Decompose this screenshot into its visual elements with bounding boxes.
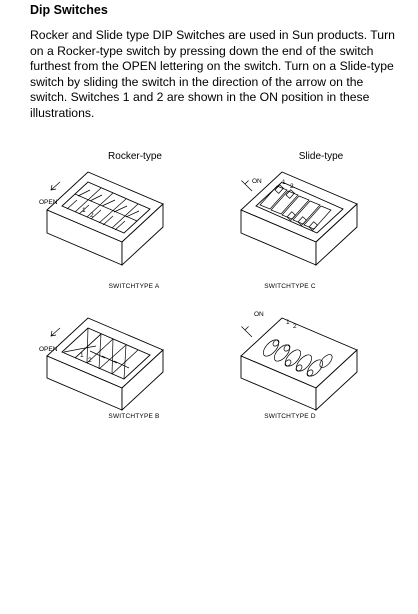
rocker-type-heading: Rocker-type xyxy=(108,151,162,162)
switch-type-b-diagram xyxy=(38,306,178,418)
switch-number-2-a: 2 xyxy=(90,212,94,219)
slide-type-heading: Slide-type xyxy=(298,151,344,162)
switch-type-c-diagram xyxy=(230,162,370,274)
switch-number-1-c: 1 xyxy=(282,179,286,186)
caption-switch-type-a: SWITCHTYPE A xyxy=(108,283,160,290)
open-label-a: OPEN xyxy=(39,199,58,206)
switch-number-2-c: 2 xyxy=(290,183,294,190)
switch-number-1-b: 1 xyxy=(80,352,84,359)
on-label-d: ON xyxy=(254,311,264,318)
caption-switch-type-d: SWITCHTYPE D xyxy=(264,413,316,420)
on-label-c: ON xyxy=(252,178,262,185)
intro-paragraph: Rocker and Slide type DIP Switches are used in Sun products. Turn on a Rocker-type switch by pressing down the end of the switch furthest from the OPEN lettering on the switch. Turn on a Slide-type switch by sliding the switch in the direction of the arrow on the switch. Switches 1 and 2 are shown in the ON position in these illustrations. xyxy=(30,28,395,120)
page-title: Dip Switches xyxy=(30,3,108,17)
switch-number-2-b: 2 xyxy=(88,357,92,364)
caption-switch-type-b: SWITCHTYPE B xyxy=(108,413,160,420)
switch-type-a-diagram xyxy=(38,162,178,274)
caption-switch-type-c: SWITCHTYPE C xyxy=(264,283,316,290)
open-label-b: OPEN xyxy=(39,346,58,353)
switch-number-1-d: 1 xyxy=(286,319,290,326)
switch-type-d-diagram xyxy=(230,306,370,418)
switch-number-2-d: 2 xyxy=(293,323,297,330)
switch-number-1-a: 1 xyxy=(82,207,86,214)
